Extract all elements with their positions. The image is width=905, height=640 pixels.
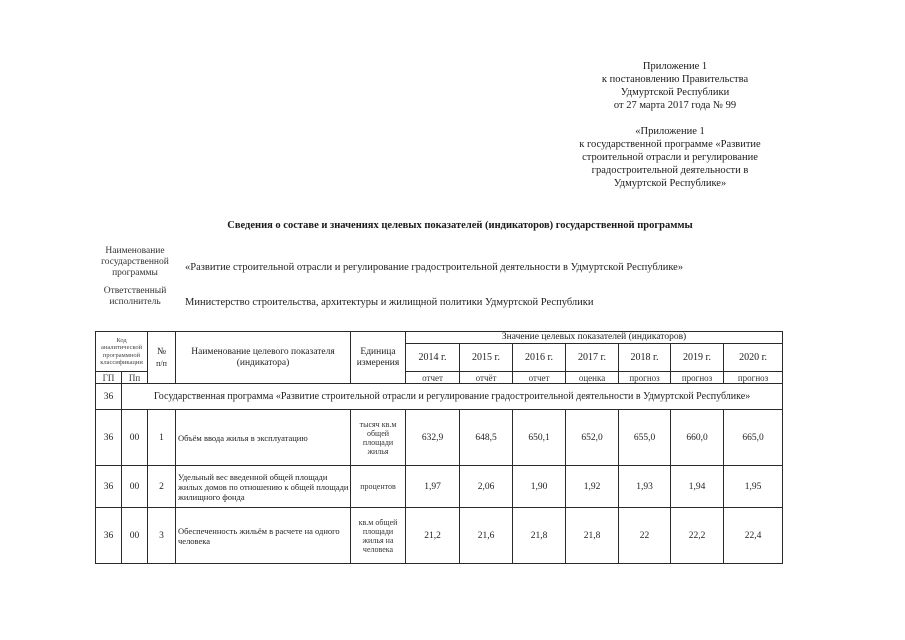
label-line: исполнитель bbox=[109, 297, 161, 307]
unit-header bbox=[351, 332, 406, 384]
header-line: Единица bbox=[360, 346, 396, 357]
row-number: 2 bbox=[148, 466, 176, 508]
label-line: государственной bbox=[101, 257, 169, 267]
indicator-name-header bbox=[176, 332, 351, 384]
appendix-line: Приложение 1 bbox=[642, 61, 708, 72]
executor-label bbox=[96, 286, 174, 308]
appendix-government-decree bbox=[575, 60, 775, 112]
values-header: Значение целевых показателей (индикаторов) bbox=[406, 332, 783, 344]
indicator-value: 21,8 bbox=[566, 508, 619, 564]
executor-name: Министерство строительства, архитектуры и жилищной политики Удмуртской Республики bbox=[185, 297, 594, 308]
status-header: оценка bbox=[566, 372, 619, 384]
row-number: 1 bbox=[148, 410, 176, 466]
indicator-value: 1,94 bbox=[671, 466, 724, 508]
year-header: 2016 г. bbox=[513, 344, 566, 372]
pp-code: 00 bbox=[122, 410, 148, 466]
pp-header: Пп bbox=[122, 372, 148, 384]
label-line: Наименование bbox=[105, 246, 165, 256]
year-header: 2014 г. bbox=[406, 344, 460, 372]
status-header: отчёт bbox=[460, 372, 513, 384]
label-line: программы bbox=[112, 268, 158, 278]
header-line: программной bbox=[102, 351, 141, 359]
unit-of-measure: кв.м общей площади жилья на человека bbox=[351, 508, 406, 564]
unit-of-measure: тысяч кв.м общей площади жилья bbox=[351, 410, 406, 466]
appendix-line: Удмуртской Республике» bbox=[613, 178, 727, 189]
appendix-line: к постановлению Правительства bbox=[601, 74, 749, 85]
row-number: 3 bbox=[148, 508, 176, 564]
indicator-value: 660,0 bbox=[671, 410, 724, 466]
gp-code: 36 bbox=[96, 466, 122, 508]
indicator-value: 21,2 bbox=[406, 508, 460, 564]
header-line: аналитической bbox=[100, 344, 143, 351]
indicator-name: Объём ввода жилья в эксплуатацию bbox=[176, 410, 351, 466]
indicator-value: 632,9 bbox=[406, 410, 460, 466]
indicator-value: 21,8 bbox=[513, 508, 566, 564]
status-header: прогноз bbox=[619, 372, 671, 384]
year-header: 2019 г. bbox=[671, 344, 724, 372]
table-row bbox=[96, 410, 783, 466]
header-line: (индикатора) bbox=[236, 357, 290, 368]
appendix-line: «Приложение 1 bbox=[635, 126, 705, 137]
year-header: 2015 г. bbox=[460, 344, 513, 372]
program-row-title: Государственная программа «Развитие строительной отрасли и регулирование градостроительной деятельности в Удмуртской Республике» bbox=[122, 384, 783, 410]
appendix-line: строительной отрасли и регулирование bbox=[582, 152, 758, 163]
label-line: Ответственный bbox=[103, 286, 167, 296]
appendix-line: к государственной программе «Развитие bbox=[579, 139, 761, 150]
status-header: отчет bbox=[406, 372, 460, 384]
indicator-value: 1,97 bbox=[406, 466, 460, 508]
appendix-line: градостроительной деятельности в bbox=[591, 165, 749, 176]
year-header: 2020 г. bbox=[724, 344, 783, 372]
header-line: № bbox=[156, 346, 167, 357]
unit-of-measure: процентов bbox=[351, 466, 406, 508]
document-title: Сведения о составе и значениях целевых показателей (индикаторов) государственной программы bbox=[227, 220, 693, 231]
indicator-value: 665,0 bbox=[724, 410, 783, 466]
indicator-name: Удельный вес введенной общей площади жилых домов по отношению к общей площади жилищного фонда bbox=[176, 466, 351, 508]
appendix-line: Удмуртской Республики bbox=[620, 87, 730, 98]
gp-header: ГП bbox=[96, 372, 122, 384]
indicator-value: 2,06 bbox=[460, 466, 513, 508]
indicator-value: 21,6 bbox=[460, 508, 513, 564]
header-line: Код bbox=[116, 336, 127, 344]
indicator-value: 648,5 bbox=[460, 410, 513, 466]
status-header: отчет bbox=[513, 372, 566, 384]
indicator-name: Обеспеченность жильём в расчете на одного человека bbox=[176, 508, 351, 564]
indicator-value: 652,0 bbox=[566, 410, 619, 466]
table-row bbox=[96, 508, 783, 564]
status-header: прогноз bbox=[671, 372, 724, 384]
gp-code: 36 bbox=[96, 410, 122, 466]
program-name: «Развитие строительной отрасли и регулирование градостроительной деятельности в Удмуртской Республике» bbox=[185, 262, 684, 273]
indicator-value: 22 bbox=[619, 508, 671, 564]
header-line: Наименование целевого показателя bbox=[191, 346, 335, 357]
indicator-value: 650,1 bbox=[513, 410, 566, 466]
indicator-value: 1,95 bbox=[724, 466, 783, 508]
program-code: 36 bbox=[96, 384, 122, 410]
program-row bbox=[96, 384, 783, 410]
gp-code: 36 bbox=[96, 508, 122, 564]
indicator-value: 1,93 bbox=[619, 466, 671, 508]
code-header bbox=[96, 332, 148, 372]
indicators-table bbox=[95, 331, 783, 564]
header-line: п/п bbox=[156, 358, 167, 368]
number-header bbox=[148, 332, 176, 384]
program-label bbox=[96, 246, 174, 279]
indicator-value: 1,92 bbox=[566, 466, 619, 508]
appendix-line: от 27 марта 2017 года № 99 bbox=[613, 100, 737, 111]
indicator-value: 22,2 bbox=[671, 508, 724, 564]
year-header: 2017 г. bbox=[566, 344, 619, 372]
year-header: 2018 г. bbox=[619, 344, 671, 372]
indicator-value: 22,4 bbox=[724, 508, 783, 564]
indicator-value: 1,90 bbox=[513, 466, 566, 508]
header-line: измерения bbox=[356, 357, 400, 368]
pp-code: 00 bbox=[122, 466, 148, 508]
table-row bbox=[96, 466, 783, 508]
pp-code: 00 bbox=[122, 508, 148, 564]
header-line: классификации bbox=[100, 359, 143, 366]
appendix-state-program bbox=[560, 125, 780, 190]
indicator-value: 655,0 bbox=[619, 410, 671, 466]
status-header: прогноз bbox=[724, 372, 783, 384]
